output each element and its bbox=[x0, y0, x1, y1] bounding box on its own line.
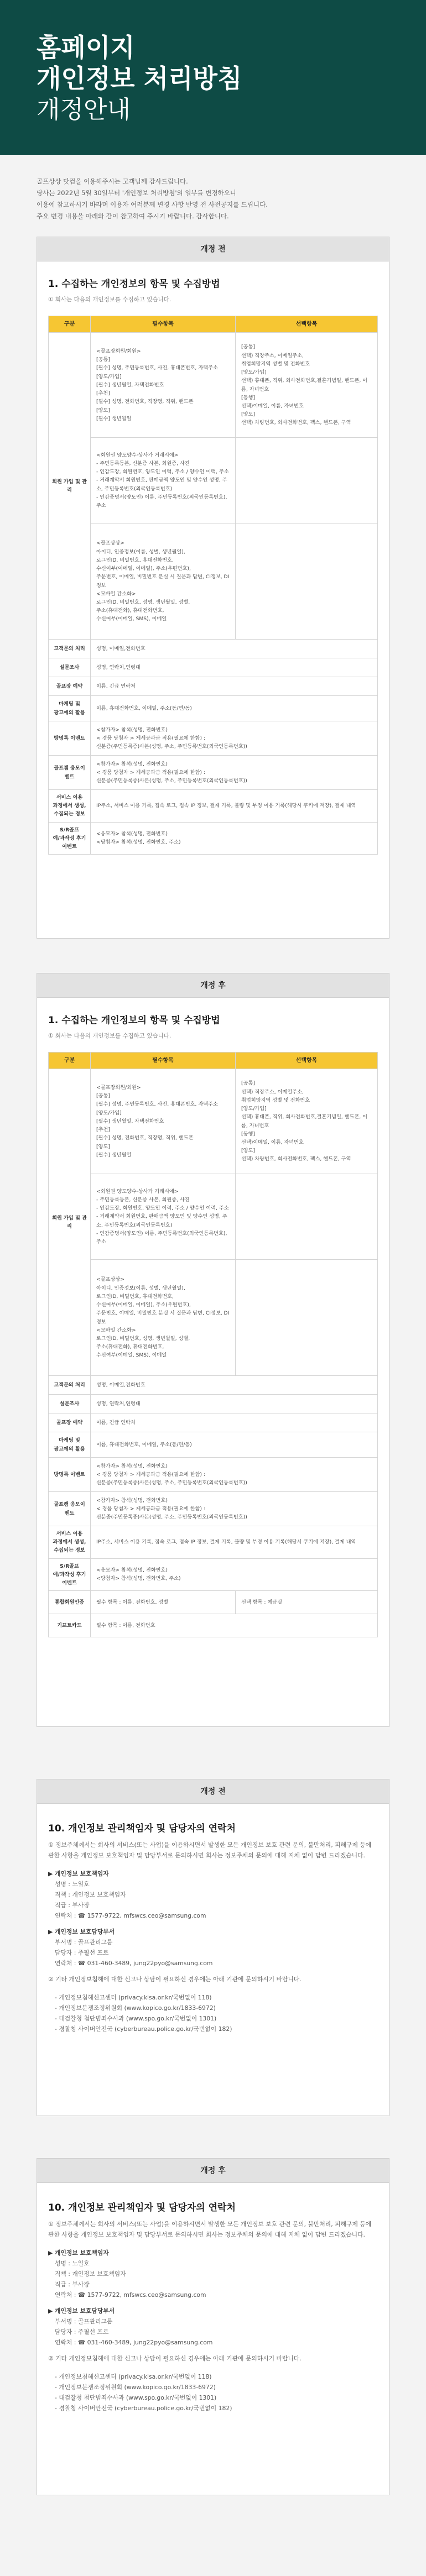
contact-line: 성명 : 노일호 bbox=[55, 2260, 90, 2267]
row-value: 필수 항목 : 이름, 전화번호, 성별 bbox=[91, 1591, 236, 1614]
row-category: S/R골프 예/과작성 후기 이벤트 bbox=[49, 1558, 91, 1591]
contact-paragraph: ② 기타 개인정보침해에 대한 신고나 상담이 필요하신 경우에는 아래 기관에 문의하시기 바랍니다. bbox=[48, 1976, 302, 1983]
contact-title: 10. 개인정보 관리책임자 및 담당자의 연락처 bbox=[48, 2202, 236, 2213]
section-label: 개정 후 bbox=[37, 973, 389, 997]
section-label: 개정 전 bbox=[37, 1779, 389, 1803]
contact-line: 연락처 : ☎ 1577-9722, mfswcs.ceo@samsung.com bbox=[55, 1912, 206, 1919]
col-required: 필수항목 bbox=[91, 1053, 236, 1069]
contact-paragraph: ① 정보주체께서는 회사의 서비스(또는 사업)을 이용하시면서 발생한 모든 개인정보 보호 관련 문의, 불만처리, 피해구제 등에 관한 사항을 개인정보 보호책임자 및 담당부서로 문의하시면 회사는 정보주체의 문의에 대해 지체 없이 답변 드리겠습니다. bbox=[48, 2221, 372, 2238]
table-row bbox=[49, 677, 378, 696]
contact-ref: - 개인정보침해신고센터 (privacy.kisa.or.kr/국번없이 118) bbox=[55, 2373, 212, 2380]
row-category: 고객문의 처리 bbox=[49, 640, 91, 658]
contact-line: 담당자 : 주필선 프로 bbox=[55, 1949, 109, 1956]
collect-table bbox=[48, 1052, 378, 1637]
table-row bbox=[49, 1376, 378, 1395]
row-required: <골프장회원/회원> [공통] [필수] 성명, 주민등록번호, 사진, 휴대폰번호, 자택주소 [양도/가입] [필수] 생년월일, 자택전화번호 [추천] [필수] 성명, 전화번호, 직장명, 직위, 핸드폰 [양도] [필수] 생년월일 bbox=[91, 1069, 236, 1174]
hero-banner bbox=[0, 0, 426, 155]
table-row bbox=[49, 1492, 378, 1526]
row-value: <참가자> 참석(성명, 전화번호) < 경품 당첨자 > 제세공과금 적용(필요에 한함) : 신분증(주민등록증)사본(성명, 주소, 주민등록번호(외국인등록번호)) bbox=[91, 1458, 378, 1492]
row-category: 설문조사 bbox=[49, 658, 91, 677]
col-optional: 선택항목 bbox=[236, 316, 378, 333]
table-row bbox=[49, 756, 378, 790]
contact-ref: - 대검찰청 첨단범죄수사과 (www.spo.go.kr/국번없이 1301) bbox=[55, 2394, 217, 2401]
table-row bbox=[49, 658, 378, 677]
table-row bbox=[49, 333, 378, 438]
table-row bbox=[49, 822, 378, 855]
hero-title-line1: 홈페이지 bbox=[37, 33, 135, 62]
row-required: <골프상상> 아이디, 인증정보(이름, 성별, 생년월일), 로그인ID, 비밀번호, 휴대전화번호, 수신여부(이메일, 이메일), 주소(우편번호), 주문번호, 이메일, 비밀번호 분실 시 질문과 답변, CI정보, DI정보 <모바일 간소화> 로그인ID, 비밀번호, 성명, 생년월일, 성별, 주소(휴대전화), 휴대전화번호, 수신여부(이메일, SMS), 이메일 bbox=[91, 1260, 236, 1376]
row-required: <골프상상> 아이디, 인증정보(이름, 성별, 생년월일), 로그인ID, 비밀번호, 휴대전화번호, 수신여부(이메일, 이메일), 주소(우편번호), 주문번호, 이메일, 비밀번호 분실 시 질문과 답변, CI정보, DI정보 <모바일 간소화> 로그인ID, 비밀번호, 성명, 생년월일, 성별, 주소(휴대전화), 휴대전화번호, 수신여부(이메일, SMS), 이메일 bbox=[91, 523, 236, 640]
section-before-contact bbox=[37, 1779, 389, 2116]
table-row bbox=[49, 790, 378, 823]
table-row bbox=[49, 1395, 378, 1413]
row-value: 성명, 이메일,전화번호 bbox=[91, 640, 378, 658]
contact-block bbox=[48, 1926, 378, 1968]
contact-ref: - 경찰청 사이버안전국 (cyberbureau.police.go.kr/국번없이 182) bbox=[55, 2025, 232, 2033]
row-category: 마케팅 및 광고에의 활용 bbox=[49, 1432, 91, 1458]
table-row bbox=[49, 1174, 378, 1260]
contact-panel bbox=[37, 1803, 389, 2116]
row-value: 성명, 이메일,전화번호 bbox=[91, 1376, 378, 1395]
contact-block bbox=[48, 2306, 378, 2348]
contact-line: 직책 : 개인정보 보호책임자 bbox=[55, 1891, 126, 1898]
row-value: 이름, 휴대전화번호, 이메일, 주소(동/면/동) bbox=[91, 696, 378, 721]
contact-line: 성명 : 노일호 bbox=[55, 1881, 90, 1888]
intro-line: 이용에 참고하시기 바라며 이용자 여러분께 변경 사항 반영 전 사전공지를 드립니다. bbox=[37, 201, 268, 208]
table-row bbox=[49, 696, 378, 721]
contact-paragraph: ① 정보주체께서는 회사의 서비스(또는 사업)을 이용하시면서 발생한 모든 개인정보 보호 관련 문의, 불만처리, 피해구제 등에 관한 사항을 개인정보 보호책임자 및 담당부서로 문의하시면 회사는 정보주체의 문의에 대해 지체 없이 답변 드리겠습니다. bbox=[48, 1841, 372, 1859]
contact-ref: - 개인정보침해신고센터 (privacy.kisa.or.kr/국번없이 118) bbox=[55, 1994, 212, 2001]
contact-panel bbox=[37, 2182, 389, 2495]
row-category: 서비스 이용 과정에서 생성, 수집되는 정보 bbox=[49, 1526, 91, 1559]
row-value: 이름, 긴급 연락처 bbox=[91, 1413, 378, 1432]
row-category: 서비스 이용 과정에서 생성, 수집되는 정보 bbox=[49, 790, 91, 823]
table-row bbox=[49, 438, 378, 523]
row-category: 통합회원인증 bbox=[49, 1591, 91, 1614]
contact-line: 직급 : 부사장 bbox=[55, 2281, 90, 2288]
contact-block-head: ▶ 개인정보 보호책임자 bbox=[48, 1870, 109, 1877]
row-value: 필수 항목 : 이름, 전화번호 bbox=[91, 1614, 378, 1637]
section-after-collect bbox=[37, 973, 389, 1727]
row-value: 성명, 연락처,연령대 bbox=[91, 658, 378, 677]
row-optional-empty bbox=[236, 523, 378, 640]
row-value: 성명, 연락처,연령대 bbox=[91, 1395, 378, 1413]
contact-title: 10. 개인정보 관리책임자 및 담당자의 연락처 bbox=[48, 1823, 236, 1834]
row-value: 이름, 휴대전화번호, 이메일, 주소(동/면/동) bbox=[91, 1432, 378, 1458]
contact-block-head: ▶ 개인정보 보호책임자 bbox=[48, 2249, 109, 2256]
contact-block-head: ▶ 개인정보 보호담당부서 bbox=[48, 2307, 115, 2315]
row-category: 골프캠 응모이벤트 bbox=[49, 756, 91, 790]
section-after-contact bbox=[37, 2158, 389, 2495]
contact-line: 연락처 : ☎ 031-460-3489, jung22pyo@samsung.com bbox=[55, 1960, 213, 1967]
intro-line: 당사는 2022년 5월 30일부터 '개인정보 처리방침'의 일부를 변경하오니 bbox=[37, 189, 236, 197]
contact-ref: - 대검찰청 첨단범죄수사과 (www.spo.go.kr/국번없이 1301) bbox=[55, 2015, 217, 2022]
hero-title-line3: 개정안내 bbox=[37, 96, 131, 124]
table-row bbox=[49, 1458, 378, 1492]
col-optional: 선택항목 bbox=[236, 1053, 378, 1069]
col-category: 구분 bbox=[49, 1053, 91, 1069]
section-before-collect bbox=[37, 237, 389, 939]
contact-line: 연락처 : ☎ 1577-9722, mfswcs.ceo@samsung.com bbox=[55, 2291, 206, 2298]
collect-title: 1. 수집하는 개인정보의 항목 및 수집방법 bbox=[48, 1015, 220, 1026]
row-value: IP주소, 서비스 이용 기록, 접속 로그, 접속 IP 정보, 결제 기록, 불량 및 부정 이용 기록(해당시 쿠키에 저장), 결제 내역 bbox=[91, 1526, 378, 1559]
row-value: IP주소, 서비스 이용 기록, 접속 로그, 접속 IP 정보, 결제 기록, 불량 및 부정 이용 기록(해당시 쿠키에 저장), 결제 내역 bbox=[91, 790, 378, 823]
table-row bbox=[49, 1614, 378, 1637]
table-row bbox=[49, 640, 378, 658]
row-category: 기프트카드 bbox=[49, 1614, 91, 1637]
row-optional-empty bbox=[236, 1174, 378, 1260]
intro-line: 골프상상 닷컴을 이용해주시는 고객님께 감사드립니다. bbox=[37, 177, 188, 185]
row-category: 회원 가입 및 관리 bbox=[49, 1069, 91, 1376]
collect-panel bbox=[37, 261, 389, 939]
table-row bbox=[49, 1526, 378, 1559]
row-optional-empty bbox=[236, 1260, 378, 1376]
row-optional: [공통] 선택) 직장주소, 이메일주소, 취업희망지역 성별 및 전화번호 [양도/가입] 선택) 휴대폰, 직위, 회사전화번호,결혼기념일, 핸드폰, 이름, 자녀번호 [동행] 선택)이메일, 이름, 자녀번호 [양도] 선택) 차량번호, 회사전화번호, 팩스, 핸드폰, 구역 bbox=[236, 1069, 378, 1174]
row-required: <골프장회원/회원> [공통] [필수] 성명, 주민등록번호, 사진, 휴대폰번호, 자택주소 [양도/가입] [필수] 생년월일, 자택전화번호 [추천] [필수] 성명, 전화번호, 직장명, 직위, 핸드폰 [양도] [필수] 생년월일 bbox=[91, 333, 236, 438]
row-required: <회원권 양도양수·상사가 거래시에> - 주민등록등본, 신분증 사본, 회원증, 사진 - 인감도장, 회원번호, 양도인 이력, 주소 / 양수인 이력, 주소 - 거래계약서 회원번호, 판매금액 양도인 및 양수인 성명, 주소, 주민등록번호(외국인등록번호) - 인감증명서(양도인) 이름, 주민등록번호(외국인등록번호), 주소 bbox=[91, 438, 236, 523]
intro-text bbox=[0, 155, 426, 237]
row-category: 골프장 예약 bbox=[49, 677, 91, 696]
col-required: 필수항목 bbox=[91, 316, 236, 333]
contact-ref: - 개인정보분쟁조정위원회 (www.kopico.go.kr/1833-6972) bbox=[55, 2384, 216, 2391]
row-category: 설문조사 bbox=[49, 1395, 91, 1413]
table-row bbox=[49, 1558, 378, 1591]
row-category: 골프캠 응모이벤트 bbox=[49, 1492, 91, 1526]
collect-table bbox=[48, 316, 378, 855]
row-category: 고객문의 처리 bbox=[49, 1376, 91, 1395]
row-value: <참가자> 참석(성명, 전화번호) < 경품 당첨자 > 제세공과금 적용(필요에 한함) : 신분증(주민등록증)사본(성명, 주소, 주민등록번호(외국인등록번호)) bbox=[91, 1492, 378, 1526]
hero-title-line2: 개인정보 처리방침 bbox=[37, 64, 242, 93]
table-row bbox=[49, 1260, 378, 1376]
contact-paragraph: ② 기타 개인정보침해에 대한 신고나 상담이 필요하신 경우에는 아래 기관에 문의하시기 바랍니다. bbox=[48, 2355, 302, 2362]
row-category: 방명록 이벤트 bbox=[49, 721, 91, 756]
row-category: 골프장 예약 bbox=[49, 1413, 91, 1432]
section-label: 개정 후 bbox=[37, 2158, 389, 2182]
collect-panel bbox=[37, 997, 389, 1727]
contact-line: 부서명 : 골프관리그룹 bbox=[55, 2318, 113, 2325]
row-optional: [공통] 선택) 직장주소, 이메일주소, 취업희망지역 성별 및 전화번호 [양도/가입] 선택) 휴대폰, 직위, 회사전화번호,결혼기념일, 핸드폰, 이름, 자녀번호 [동행] 선택)이메일, 이름, 자녀번호 [양도] 선택) 차량번호, 회사전화번호, 팩스, 핸드폰, 구역 bbox=[236, 333, 378, 438]
table-row bbox=[49, 1413, 378, 1432]
row-required: <회원권 양도양수·상사가 거래시에> - 주민등록등본, 신분증 사본, 회원증, 사진 - 인감도장, 회원번호, 양도인 이력, 주소 / 양수인 이력, 주소 - 거래계약서 회원번호, 판매금액 양도인 및 양수인 성명, 주소, 주민등록번호(외국인등록번호) - 인감증명서(양도인) 이름, 주민등록번호(외국인등록번호), 주소 bbox=[91, 1174, 236, 1260]
contact-body bbox=[48, 2219, 378, 2413]
row-category: 마케팅 및 광고에의 활용 bbox=[49, 696, 91, 721]
table-row bbox=[49, 1432, 378, 1458]
contact-body bbox=[48, 1840, 378, 2034]
contact-block bbox=[48, 2248, 378, 2300]
table-row bbox=[49, 1591, 378, 1614]
row-category: S/R골프 예/과작성 후기 이벤트 bbox=[49, 822, 91, 855]
contact-line: 담당자 : 주필선 프로 bbox=[55, 2328, 109, 2336]
row-value: 이름, 긴급 연락처 bbox=[91, 677, 378, 696]
row-value: <응모자> 참석(성명, 전화번호) <당첨자> 참석(성명, 전화번호, 주소) bbox=[91, 1558, 378, 1591]
row-optional-empty bbox=[236, 438, 378, 523]
row-category: 회원 가입 및 관리 bbox=[49, 333, 91, 640]
contact-ref: - 경찰청 사이버안전국 (cyberbureau.police.go.kr/국번없이 182) bbox=[55, 2405, 232, 2412]
row-category: 방명록 이벤트 bbox=[49, 1458, 91, 1492]
table-header-row bbox=[49, 1053, 378, 1069]
collect-title: 1. 수집하는 개인정보의 항목 및 수집방법 bbox=[48, 279, 220, 290]
contact-line: 연락처 : ☎ 031-460-3489, jung22pyo@samsung.com bbox=[55, 2339, 213, 2346]
collect-subtitle: ① 회사는 다음의 개인정보를 수집하고 있습니다. bbox=[48, 1033, 172, 1039]
section-label: 개정 전 bbox=[37, 237, 389, 261]
table-header-row bbox=[49, 316, 378, 333]
contact-line: 부서명 : 골프관리그룹 bbox=[55, 1939, 113, 1946]
table-row bbox=[49, 1069, 378, 1174]
contact-ref: - 개인정보분쟁조정위원회 (www.kopico.go.kr/1833-6972) bbox=[55, 2004, 216, 2012]
row-value: <응모자> 참석(성명, 전화번호) <당첨자> 참석(성명, 전화번호, 주소) bbox=[91, 822, 378, 855]
contact-line: 직책 : 개인정보 보호책임자 bbox=[55, 2270, 126, 2277]
contact-line: 직급 : 부사장 bbox=[55, 1902, 90, 1909]
collect-subtitle: ① 회사는 다음의 개인정보를 수집하고 있습니다. bbox=[48, 296, 172, 303]
col-category: 구분 bbox=[49, 316, 91, 333]
row-optional: 선택 항목 : 예금실 bbox=[236, 1591, 378, 1614]
row-value: <참가자> 참석(성명, 전화번호) < 경품 당첨자 > 제세공과금 적용(필요에 한함) : 신분증(주민등록증)사본(성명, 주소, 주민등록번호(외국인등록번호)) bbox=[91, 721, 378, 756]
table-row bbox=[49, 721, 378, 756]
row-value: <참가자> 참석(성명, 전화번호) < 경품 당첨자 > 제세공과금 적용(필요에 한함) : 신분증(주민등록증)사본(성명, 주소, 주민등록번호(외국인등록번호)) bbox=[91, 756, 378, 790]
contact-block-head: ▶ 개인정보 보호담당부서 bbox=[48, 1928, 115, 1935]
contact-block bbox=[48, 1868, 378, 1921]
intro-line: 주요 변경 내용을 아래와 같이 참고하여 주시기 바랍니다. 감사합니다. bbox=[37, 212, 229, 220]
table-row bbox=[49, 523, 378, 640]
